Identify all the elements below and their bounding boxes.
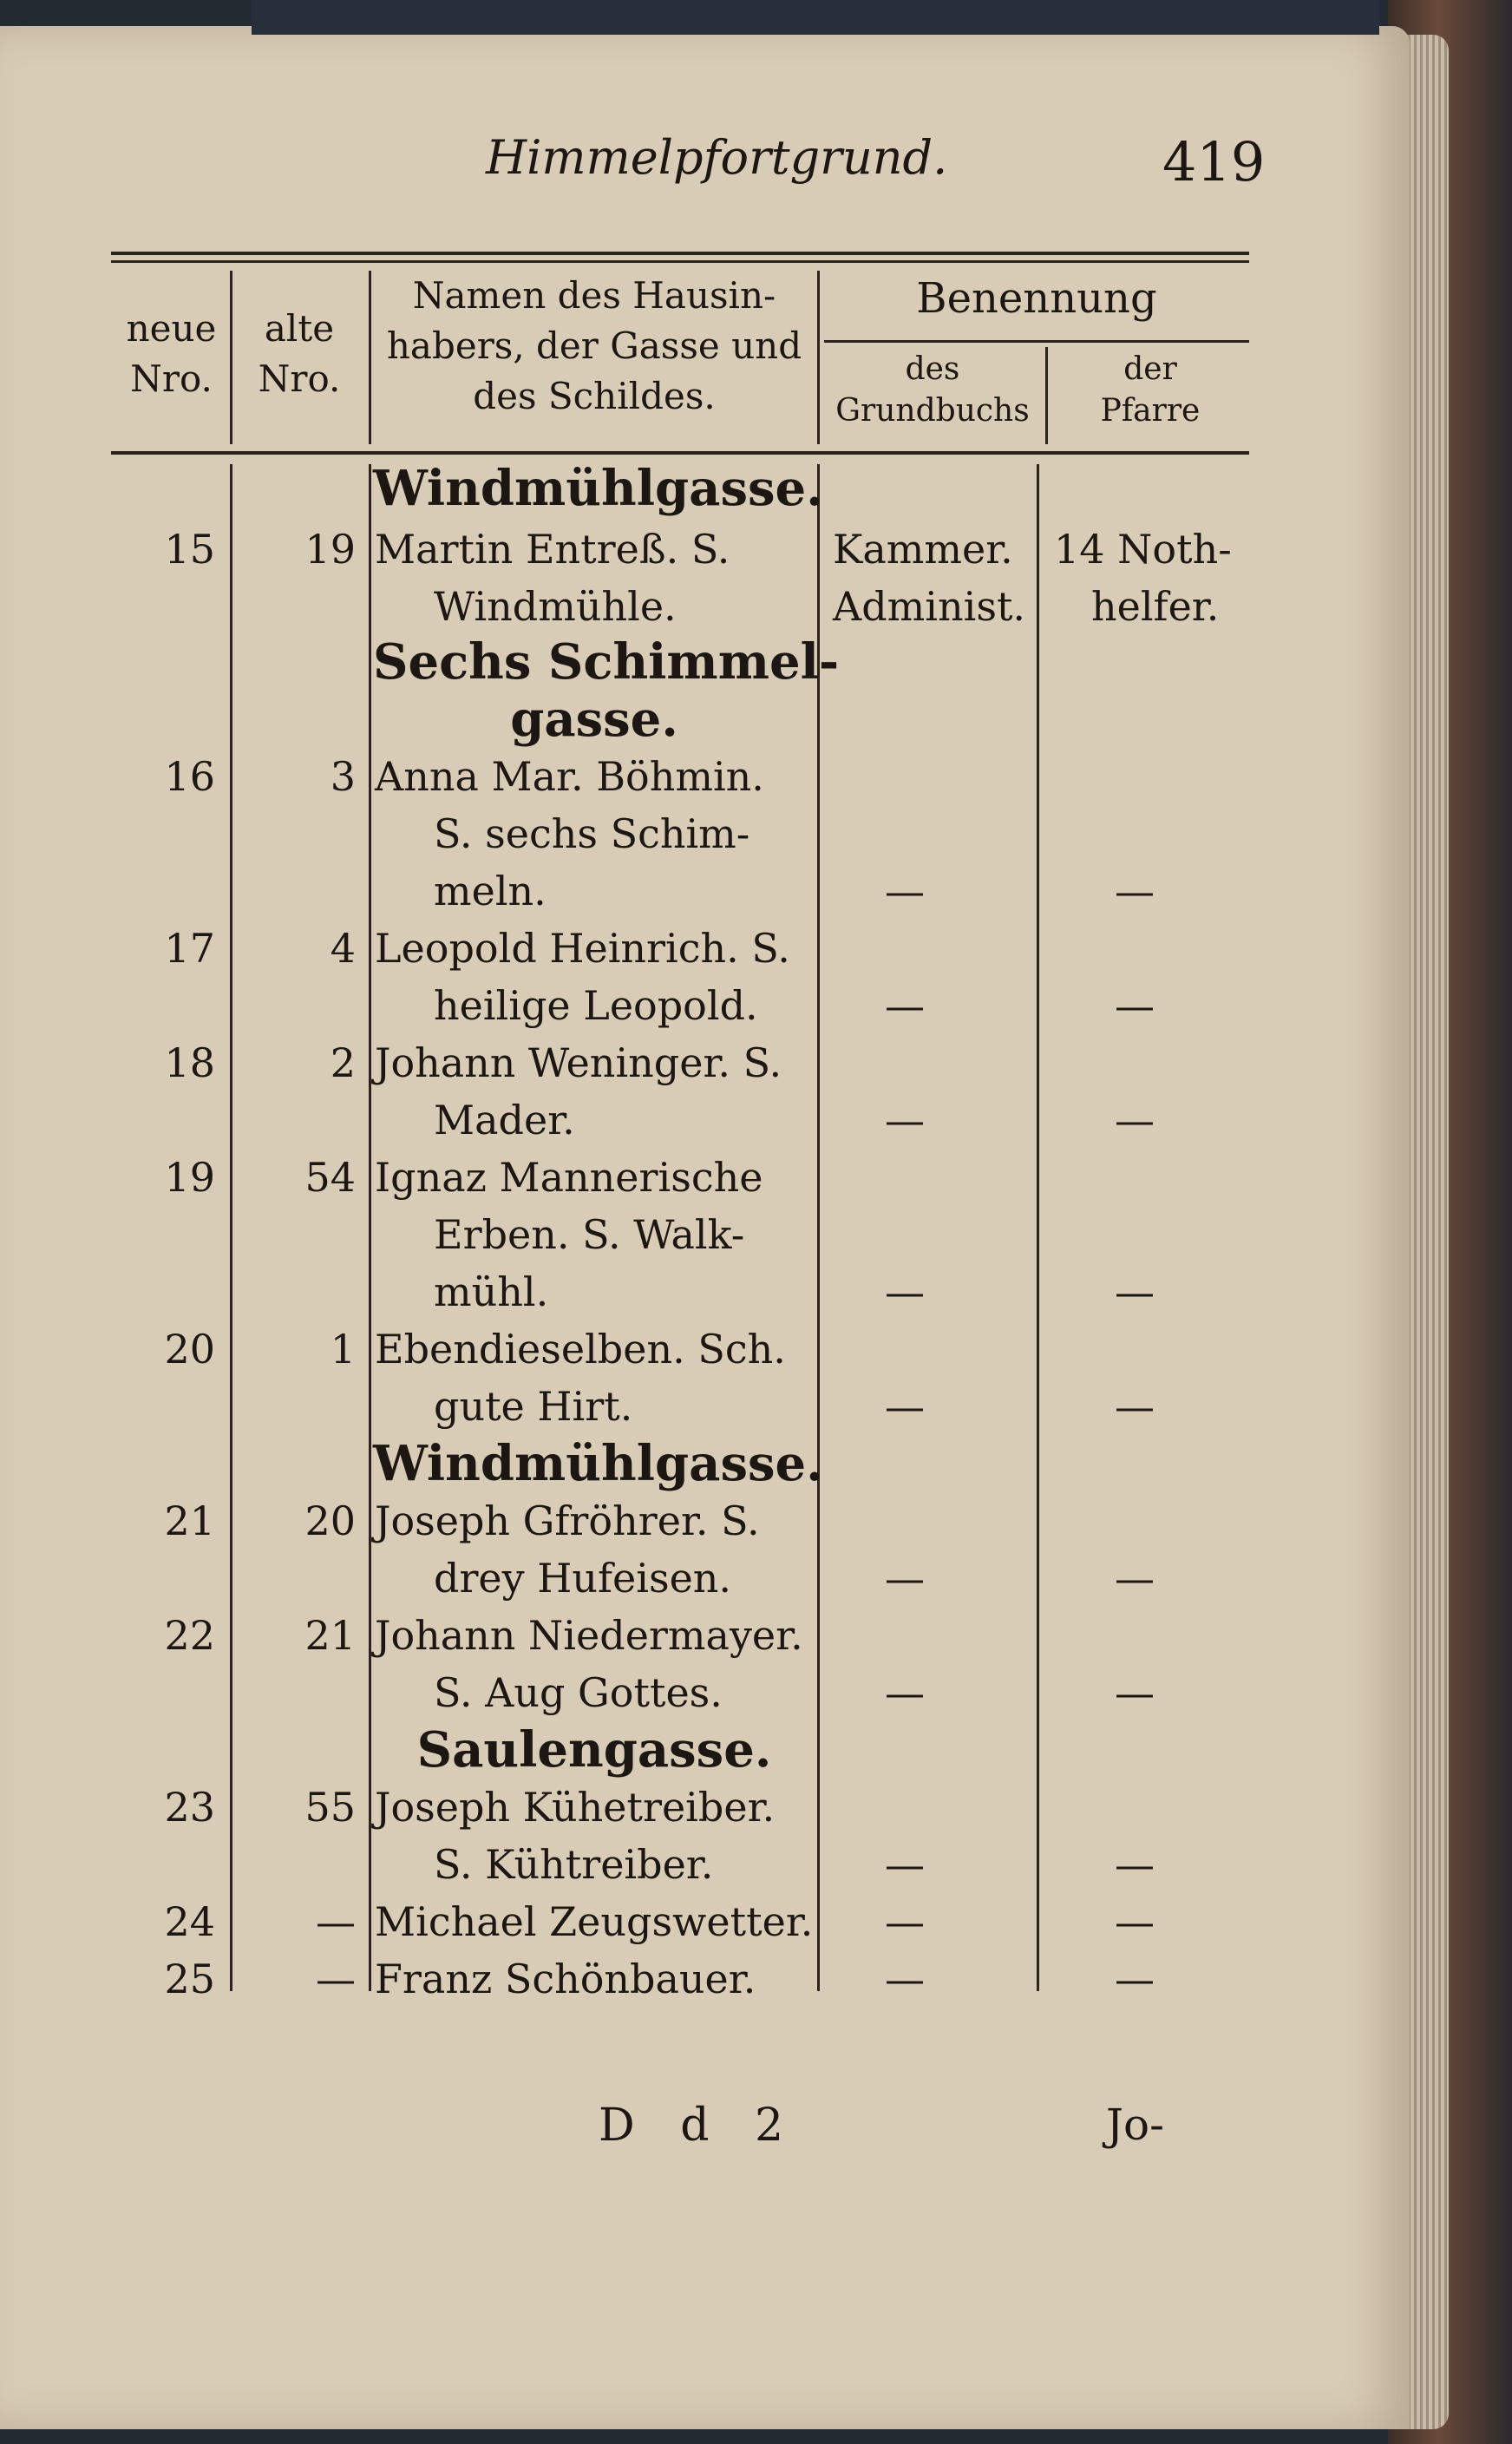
alte-nummer: — [316, 1956, 356, 2002]
neue-nummer: 15 [164, 526, 215, 573]
entry-name: Leopold Heinrich. S. [375, 925, 790, 972]
entry-name: Michael Zeugswetter. [375, 1898, 814, 1945]
neue-nummer: 22 [164, 1612, 215, 1659]
pfarre-value: — [1115, 1097, 1155, 1143]
header-divider [1045, 347, 1048, 444]
column-divider [1037, 464, 1039, 1991]
grundbuch-value: — [885, 1669, 925, 1716]
column-divider [817, 464, 820, 1991]
entry-name: gute Hirt. [434, 1383, 633, 1430]
header-grundbuch-line: Grundbuchs [835, 393, 1030, 429]
entry-name: Joseph Kühetreiber. [375, 1784, 776, 1831]
pfarre-value: — [1115, 1268, 1155, 1315]
alte-nummer: 21 [304, 1612, 356, 1659]
header-bottom-rule [111, 451, 1249, 455]
header-top-rule-2 [111, 260, 1249, 263]
neue-nummer: 20 [164, 1326, 215, 1373]
running-title: Himmelpfortgrund. [486, 130, 948, 185]
alte-nummer: 1 [330, 1326, 356, 1373]
alte-nummer: 4 [330, 925, 356, 972]
column-divider [369, 464, 371, 1991]
entry-name: Johann Weninger. S. [375, 1039, 782, 1086]
grundbuch-value: Administ. [833, 583, 1026, 630]
header-namen-line: des Schildes. [473, 375, 716, 417]
neue-nummer: 21 [164, 1497, 215, 1544]
entry-name: S. sechs Schim- [434, 810, 750, 857]
header-benennung: Benennung [916, 274, 1157, 323]
pfarre-value: helfer. [1091, 583, 1220, 630]
street-heading: Saulengasse. [416, 1721, 772, 1779]
entry-name: Ebendieselben. Sch. [375, 1326, 786, 1373]
header-alte: alte Nro. [258, 307, 341, 400]
entry-name: drey Hufeisen. [434, 1555, 732, 1602]
header-namen [373, 271, 815, 422]
header-top-rule [111, 252, 1249, 255]
pfarre-value: — [1115, 868, 1155, 914]
entry-name: Ignaz Mannerische [375, 1154, 763, 1201]
grundbuch-value: — [885, 1898, 925, 1945]
entry-name: S. Aug Gottes. [434, 1669, 723, 1716]
entry-name: Johann Niedermayer. [375, 1612, 803, 1659]
grundbuch-value: — [885, 868, 925, 914]
header-namen-line: Namen des Hausin- [412, 274, 776, 317]
pfarre-value: — [1115, 1555, 1155, 1602]
neue-nummer: 24 [164, 1898, 215, 1945]
grundbuch-value: — [885, 1097, 925, 1143]
page-number: 419 [1162, 130, 1266, 193]
alte-nummer: 54 [304, 1154, 356, 1201]
header-divider [369, 271, 371, 444]
entry-name: Martin Entreß. S. [375, 526, 730, 573]
header-divider [817, 271, 820, 444]
street-heading: Sechs Schimmel- [373, 633, 840, 691]
grundbuch-value: — [885, 1841, 925, 1888]
grundbuch-value: — [885, 1956, 925, 2002]
entry-name: Erben. S. Walk- [434, 1211, 745, 1258]
neue-nummer: 18 [164, 1039, 215, 1086]
neue-nummer: 17 [164, 925, 215, 972]
alte-nummer: 3 [330, 753, 356, 800]
neue-nummer: 23 [164, 1784, 215, 1831]
entry-name: heilige Leopold. [434, 982, 758, 1029]
pfarre-value: — [1115, 1383, 1155, 1430]
header-der-pfarre [1051, 349, 1249, 432]
pfarre-value: — [1115, 1898, 1155, 1945]
neue-nummer: 25 [164, 1956, 215, 2002]
grundbuch-value: — [885, 1268, 925, 1315]
pfarre-value: — [1115, 982, 1155, 1029]
pfarre-value: — [1115, 1669, 1155, 1716]
neue-nummer: 16 [164, 753, 215, 800]
grundbuch-value: — [885, 1383, 925, 1430]
alte-nummer: 20 [304, 1497, 356, 1544]
entry-name: mühl. [434, 1268, 549, 1315]
alte-nummer: 19 [304, 526, 356, 573]
header-des-grundbuchs [824, 349, 1041, 432]
header-pfarre-line: Pfarre [1100, 393, 1201, 429]
street-heading: Windmühlgasse. [373, 1435, 823, 1492]
header-divider [230, 271, 232, 444]
pfarre-value: 14 Noth- [1054, 526, 1232, 573]
header-pfarre-line: der [1123, 351, 1177, 387]
column-divider [230, 464, 232, 1991]
pfarre-value: — [1115, 1841, 1155, 1888]
alte-nummer: 55 [304, 1784, 356, 1831]
entry-name: meln. [434, 868, 547, 914]
street-heading: gasse. [510, 691, 678, 748]
entry-name: Franz Schönbauer. [375, 1956, 756, 2002]
header-neue: neue Nro. [126, 307, 217, 400]
entry-name: Windmühle. [434, 583, 677, 630]
top-background [252, 0, 1379, 35]
entry-name: Joseph Gfröhrer. S. [375, 1497, 760, 1544]
alte-nummer: 2 [330, 1039, 356, 1086]
header-grundbuch-line: des [905, 351, 960, 387]
catchword: Jo- [1106, 2100, 1165, 2150]
grundbuch-value: — [885, 1555, 925, 1602]
entry-name: Mader. [434, 1097, 575, 1143]
benennung-rule [824, 340, 1249, 343]
grundbuch-value: — [885, 982, 925, 1029]
pfarre-value: — [1115, 1956, 1155, 2002]
signature-mark: D d 2 [599, 2100, 800, 2152]
grundbuch-value: Kammer. [833, 526, 1013, 573]
entry-name: Anna Mar. Böhmin. [375, 753, 764, 800]
alte-nummer: — [316, 1898, 356, 1945]
street-heading: Windmühlgasse. [373, 460, 823, 517]
neue-nummer: 19 [164, 1154, 215, 1201]
entry-name: S. Kühtreiber. [434, 1841, 714, 1888]
header-namen-line: habers, der Gasse und [386, 324, 802, 367]
